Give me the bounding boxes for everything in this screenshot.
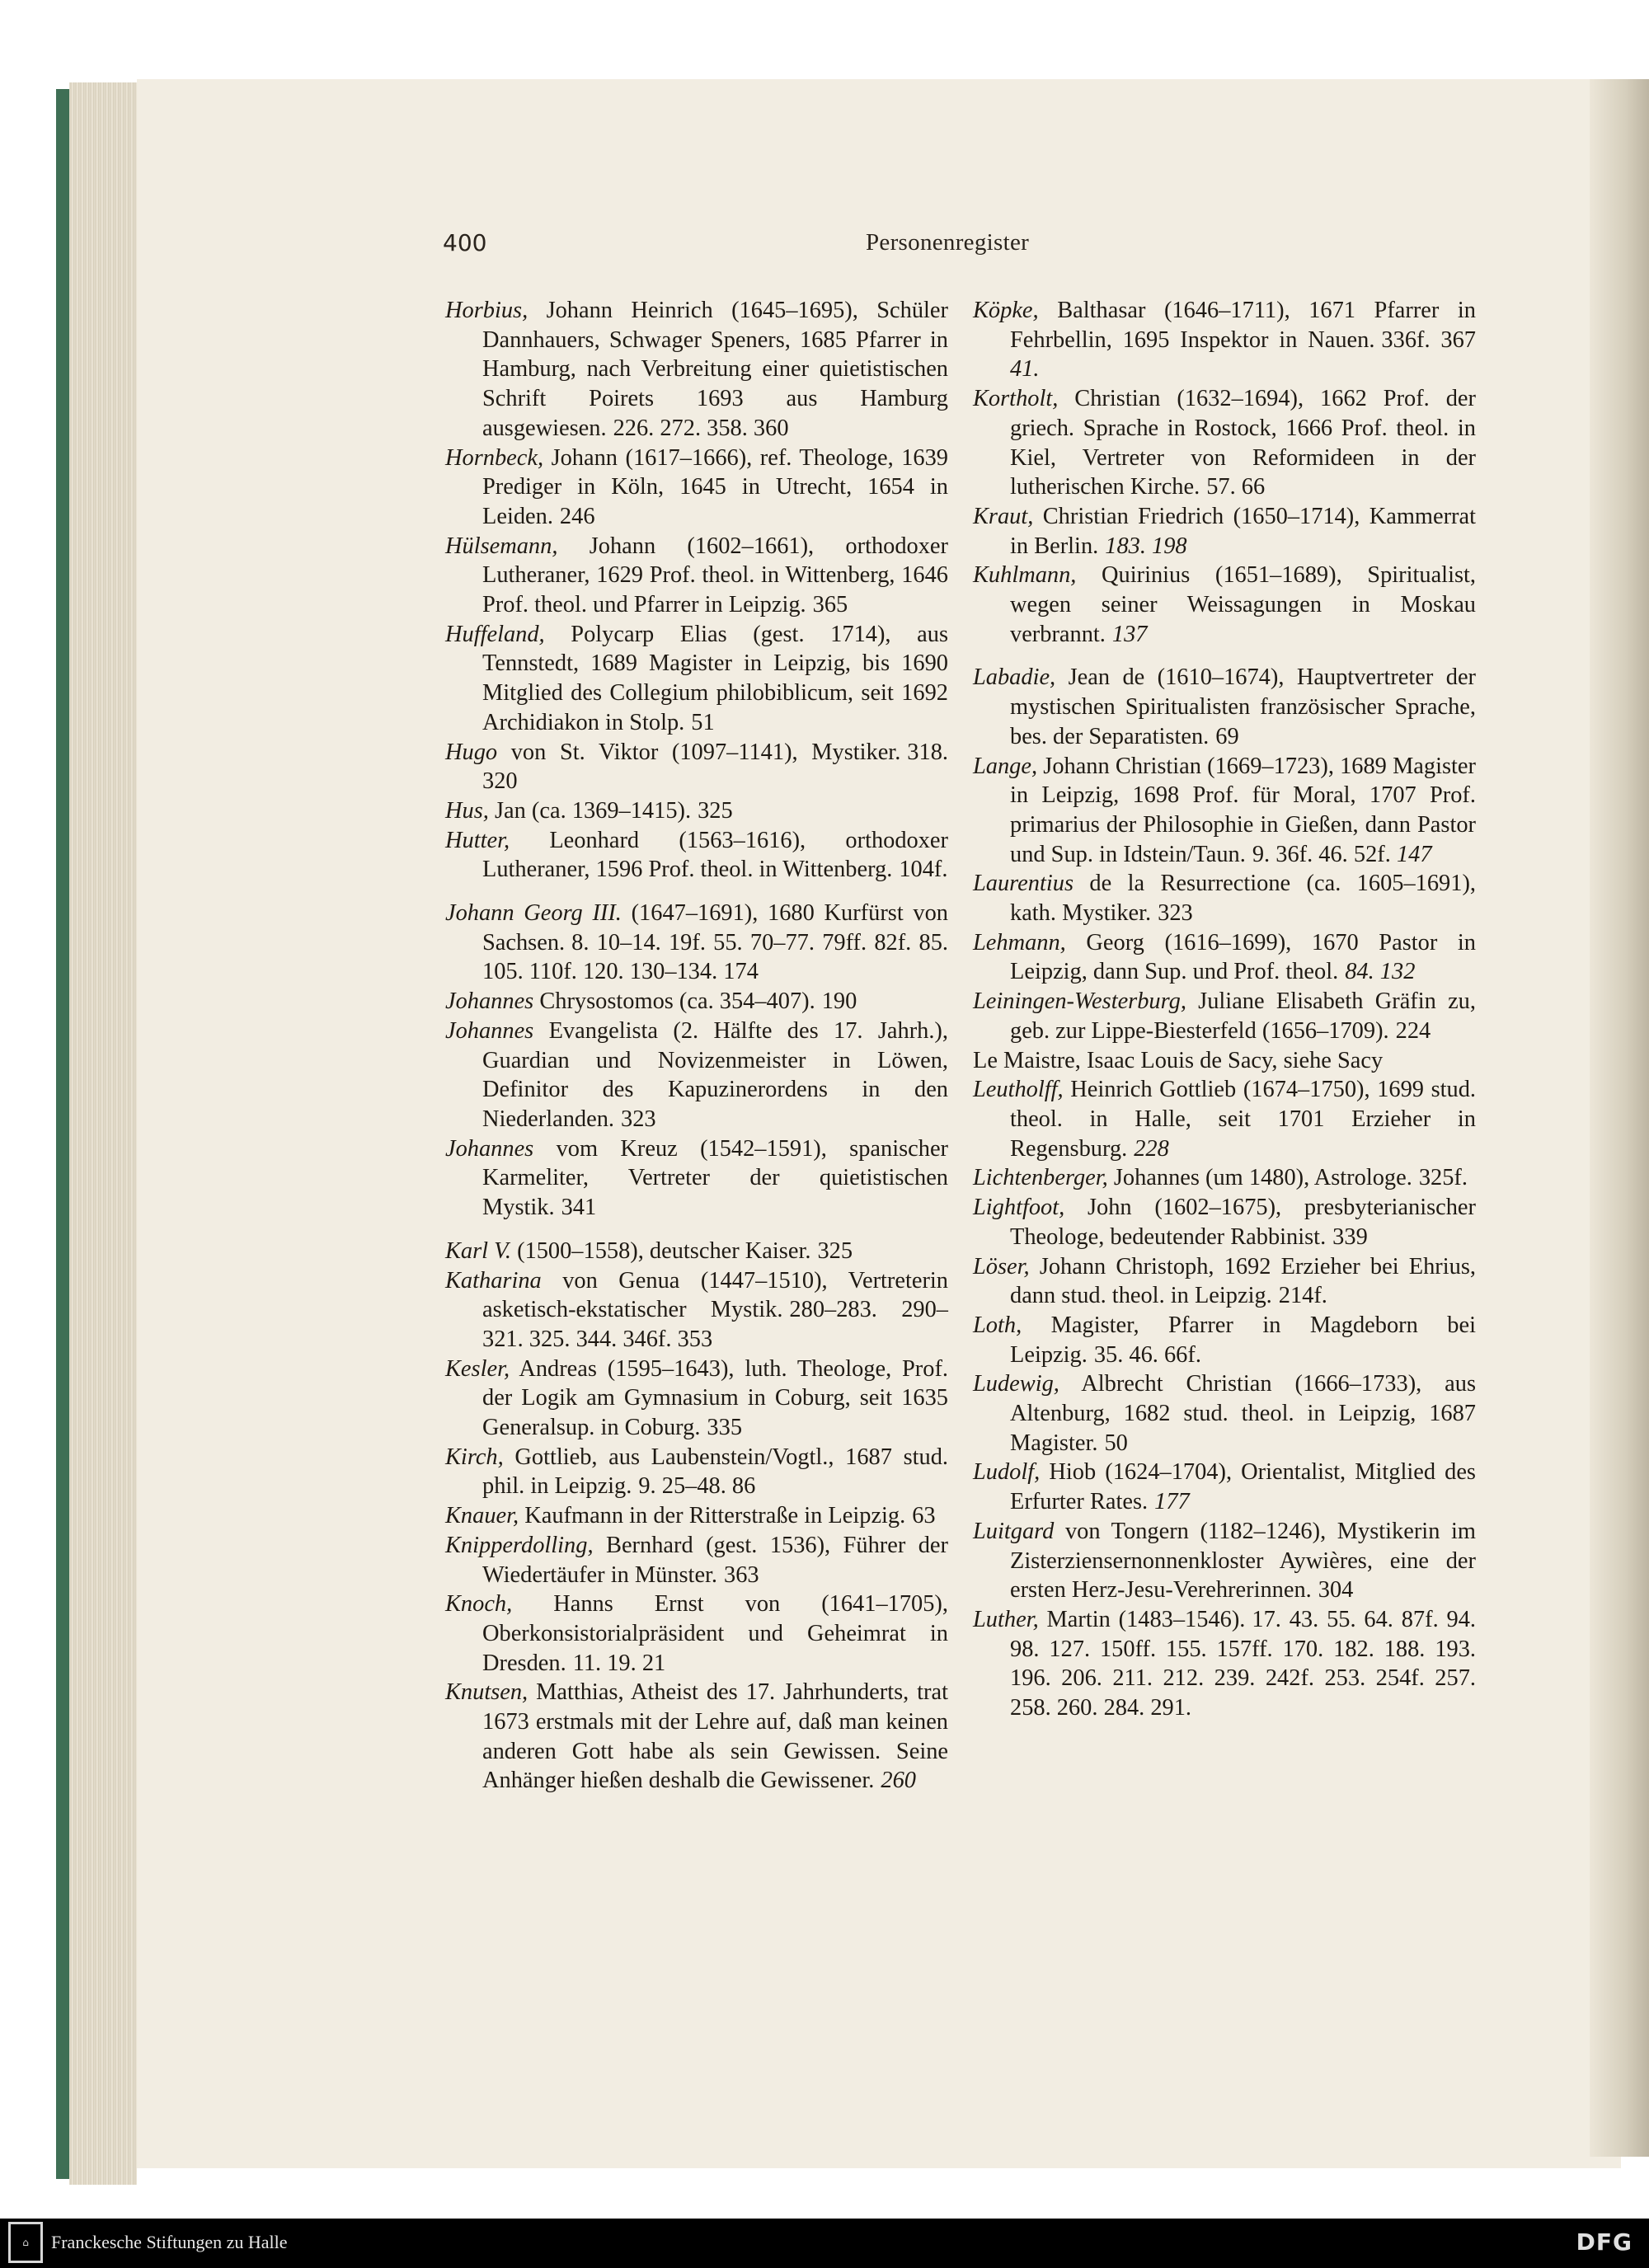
entry-description: Le Maistre, Isaac Louis de Sacy, siehe Sacy: [973, 1047, 1384, 1073]
entry-page-refs: [1094, 1342, 1201, 1368]
page-refs: 9. 36f. 46. 52f.: [1252, 841, 1391, 867]
entry-name: Kuhlmann,: [973, 562, 1077, 589]
index-entry: [973, 502, 1476, 561]
index-entry: [445, 1678, 948, 1796]
page-refs-italic: 147: [1396, 841, 1432, 867]
entry-name: Labadie,: [973, 664, 1056, 691]
institution-label: Franckesche Stiftungen zu Halle: [51, 2232, 288, 2252]
entry-name: Johann Georg III.: [445, 900, 622, 927]
entry-name: Hugo: [445, 739, 498, 765]
page-refs: 226. 272. 358. 360: [613, 415, 789, 441]
page-refs: 8. 10–14. 19f. 55. 70–77. 79ff. 82f. 85. 105. 110f. 120. 130–134. 174: [482, 929, 948, 985]
index-entry: [445, 796, 948, 826]
index-entry: [973, 1046, 1476, 1076]
index-entry: [445, 899, 948, 987]
entry-description: Johann (1617–1666), ref. Theologe, 1639 Prediger in Köln, 1645 in Utrecht, 1654 in Leiden.: [482, 444, 948, 529]
page-refs: 11. 19. 21: [572, 1650, 666, 1676]
entry-page-refs: [1206, 474, 1265, 500]
index-column-left: [445, 296, 948, 1796]
page-refs: 363: [724, 1561, 759, 1588]
entry-name: Luther,: [973, 1606, 1039, 1632]
entry-page-refs: [1105, 533, 1186, 559]
index-entry: [445, 444, 948, 532]
entry-name: Katharina: [445, 1267, 542, 1294]
page-refs: 224: [1395, 1017, 1431, 1044]
index-entry: [973, 1605, 1476, 1723]
entry-name: Lichtenberger,: [973, 1165, 1108, 1191]
index-entry: [973, 752, 1476, 870]
entry-name: Knoch,: [445, 1591, 513, 1618]
page-header: [0, 229, 1649, 270]
page-refs: 323: [1158, 900, 1193, 927]
index-entry: [445, 1501, 948, 1531]
index-entry: [973, 1311, 1476, 1369]
entry-description: (1647–1691), 1680 Kurfürst von Sachsen.: [482, 900, 948, 956]
entry-description: John (1602–1675), presbyterianischer Theologe, bedeutender Rabbinist.: [1010, 1195, 1476, 1250]
entry-page-refs: [1332, 1224, 1368, 1250]
entry-page-refs: [881, 1768, 916, 1793]
entry-name: Hornbeck,: [445, 444, 544, 471]
entry-description: Johann Christian (1669–1723), 1689 Magister in Leipzig, 1698 Prof. für Moral, 1707 Prof. primarius der Philosophie in Gießen, dann Pastor und Sup. in Idstein/Taun.: [1010, 753, 1476, 867]
entry-name: Knutsen,: [445, 1679, 529, 1706]
entry-description: Gottlieb, aus Laubenstein/Vogtl., 1687 stud. phil. in Leipzig.: [482, 1444, 948, 1500]
entry-name: Johannes: [445, 1017, 534, 1044]
entry-description: Christian (1632–1694), 1662 Prof. der griech. Sprache in Rostock, 1666 Prof. theol. in Kiel, Vertreter von Reformideen in der lutherischen Kirche.: [1010, 386, 1476, 500]
index-entry: [445, 987, 948, 1017]
entry-description: Albrecht Christian (1666–1733), aus Altenburg, 1682 stud. theol. in Leipzig, 1687 Magister.: [1010, 1371, 1476, 1456]
page-refs: 304: [1318, 1577, 1354, 1604]
page-refs: 341: [561, 1195, 597, 1221]
entry-description: Leonhard (1563–1616), orthodoxer Lutheraner, 1596 Prof. theol. in Wittenberg.: [482, 827, 948, 883]
index-entry: [973, 1163, 1476, 1193]
page-refs: 190: [821, 988, 857, 1015]
index-entry: [973, 987, 1476, 1045]
page-refs-italic: 183. 198: [1105, 533, 1187, 559]
entry-description: Magister, Pfarrer in Magdeborn bei Leipzig.: [1010, 1312, 1476, 1368]
index-entry: [973, 1075, 1476, 1163]
entry-description: Chrysostomos (ca. 354–407).: [539, 988, 815, 1015]
entry-name: Kraut,: [973, 503, 1034, 529]
page-refs: 325: [698, 797, 733, 824]
institution-logo-icon: ⌂: [8, 2222, 43, 2263]
entry-description: Hiob (1624–1704), Orientalist, Mitglied des Erfurter Rates.: [1010, 1459, 1476, 1515]
running-head: Personenregister: [866, 229, 1030, 256]
index-entry: [445, 1266, 948, 1355]
index-entry: [445, 296, 948, 444]
entry-page-refs: [613, 416, 789, 441]
entry-name: Knauer,: [445, 1503, 519, 1529]
index-entry: [973, 1193, 1476, 1251]
entry-page-refs: [1158, 900, 1193, 926]
page-refs: 69: [1215, 723, 1239, 749]
entry-name: Ludewig,: [973, 1371, 1059, 1397]
entry-name: Knipperdolling,: [445, 1532, 594, 1558]
page-refs-italic: 137: [1111, 621, 1148, 647]
entry-description: vom Kreuz (1542–1591), spanischer Karmeliter, Vertreter der quietistischen Mystik.: [482, 1135, 948, 1221]
entry-page-refs: [1345, 959, 1415, 984]
entry-description: von St. Viktor (1097–1141), Mystiker.: [510, 739, 901, 765]
page-refs: 214f.: [1278, 1283, 1327, 1309]
entry-page-refs: [899, 857, 947, 882]
index-entry: [973, 561, 1476, 649]
entry-description: Polycarp Elias (gest. 1714), aus Tennstedt, 1689 Magister in Leipzig, bis 1690 Mitglied des Collegium philobiblicum, seit 1692 Archidiakon in Stolp.: [482, 621, 948, 735]
page-refs: 336f. 367: [1381, 326, 1476, 353]
index-entry: [445, 1443, 948, 1501]
entry-description: Jean de (1610–1674), Hauptvertreter der mystischen Spiritualisten französischer Sprache, bes. der Separatisten.: [1010, 664, 1476, 749]
entry-page-refs: [698, 798, 733, 824]
index-entry: [445, 1589, 948, 1678]
page-refs-italic: 177: [1154, 1489, 1190, 1515]
page-refs: 325f.: [1418, 1165, 1468, 1191]
index-entry: [445, 620, 948, 738]
entry-description: Quirinius (1651–1689), Spiritualist, wegen seiner Weissagungen in Moskau verbrannt.: [1010, 562, 1476, 647]
index-entry: [973, 1252, 1476, 1311]
entry-description: Jan (ca. 1369–1415).: [494, 797, 692, 824]
page-refs-italic: 84. 132: [1345, 959, 1416, 985]
entry-description: Johannes (um 1480), Astrologe.: [1113, 1165, 1412, 1191]
entry-name: Johannes: [445, 988, 534, 1015]
page-refs: 50: [1104, 1430, 1128, 1456]
entry-page-refs: [1318, 1577, 1354, 1603]
entry-name: Johannes: [445, 1135, 534, 1162]
entry-page-refs: [1396, 1018, 1431, 1044]
index-entry: [973, 1458, 1476, 1516]
entry-name: Leutholff,: [973, 1077, 1064, 1103]
entry-name: Hülsemann,: [445, 533, 558, 559]
entry-page-refs: [1154, 1489, 1190, 1514]
index-entry: [973, 384, 1476, 502]
page-refs: 51: [691, 709, 715, 735]
entry-description: Hanns Ernst von (1641–1705), Oberkonsistorialpräsident und Geheimrat in Dresden.: [482, 1591, 948, 1676]
entry-description: Heinrich Gottlieb (1674–1750), 1699 stud. theol. in Halle, seit 1701 Erzieher in Regensburg.: [1010, 1077, 1476, 1162]
entry-page-refs: [1134, 1136, 1169, 1162]
entry-description: Johann Christoph, 1692 Erzieher bei Ehrius, dann stud. theol. in Leipzig.: [1010, 1253, 1476, 1309]
entry-page-refs: [724, 1562, 759, 1588]
entry-name: Löser,: [973, 1253, 1030, 1280]
page-refs: 318. 320: [482, 739, 948, 795]
entry-page-refs: [1279, 1283, 1327, 1308]
entry-page-refs: [1104, 1430, 1127, 1456]
page-refs: 325: [817, 1237, 853, 1264]
entry-page-refs: [1252, 842, 1432, 867]
page-refs: 365: [812, 592, 848, 618]
entry-name: Horbius,: [445, 298, 529, 323]
entry-description: von Tongern (1182–1246), Mystikerin im Zisterziensernonnenkloster Aywières, eine der ersten Herz-Jesu-Verehrerinnen.: [1010, 1518, 1476, 1604]
page-refs-italic: 260: [881, 1768, 916, 1794]
viewer-footer: [0, 2219, 1649, 2268]
entry-page-refs: [573, 1651, 666, 1676]
page-refs: 280–283. 290–321. 325. 344. 346f. 353: [482, 1297, 948, 1352]
entry-name: Hutter,: [445, 827, 510, 853]
entry-description: Georg (1616–1699), 1670 Pastor in Leipzig, dann Sup. und Prof. theol.: [1010, 929, 1476, 985]
index-entry: [973, 869, 1476, 927]
page-stack-edges: [69, 82, 137, 2185]
page-refs: 57. 66: [1206, 474, 1266, 500]
entry-name: Lange,: [973, 753, 1038, 779]
entry-description: Bernhard (gest. 1536), Führer der Wiedertäufer in Münster.: [482, 1532, 948, 1588]
index-entry: [445, 1531, 948, 1589]
entry-page-refs: [1215, 724, 1238, 749]
index-entry: [973, 1369, 1476, 1458]
index-column-right: [973, 296, 1476, 1723]
entry-description: Balthasar (1646–1711), 1671 Pfarrer in Fehrbellin, 1695 Inspektor in Nauen.: [1010, 298, 1476, 353]
entry-name: Lightfoot,: [973, 1195, 1065, 1221]
facing-page-gutter: [1590, 79, 1649, 2157]
index-entry: [973, 1517, 1476, 1605]
entry-description: Matthias, Atheist des 17. Jahrhunderts, trat 1673 erstmals mit der Lehre auf, daß man keinen anderen Gott habe als sein Gewissen. Seine Anhänger hießen deshalb die Gewissener.: [482, 1679, 948, 1794]
entry-page-refs: [817, 1238, 853, 1264]
entry-page-refs: [1112, 622, 1148, 647]
index-entry: [445, 738, 948, 796]
entry-description: Juliane Elisabeth Gräfin zu, geb. zur Lippe-Biesterfeld (1656–1709).: [1010, 988, 1476, 1044]
entry-page-refs: [561, 1195, 597, 1220]
page-refs: 104f.: [899, 857, 948, 883]
entry-description: (1500–1558), deutscher Kaiser.: [517, 1237, 811, 1264]
index-entry: [973, 296, 1476, 384]
page-refs: 339: [1332, 1223, 1368, 1250]
page-refs: 63: [912, 1503, 936, 1529]
index-entry: [445, 1237, 948, 1266]
entry-name: Leiningen-Westerburg,: [973, 988, 1186, 1015]
entry-page-refs: [813, 592, 848, 617]
entry-description: Christian Friedrich (1650–1714), Kammerrat in Berlin.: [1010, 503, 1476, 559]
index-entry: [973, 663, 1476, 751]
entry-description: Johann Heinrich (1645–1695), Schüler Dannhauers, Schwager Speners, 1685 Pfarrer in Hamburg, nach Verbreitung einer quietistischen Schrift Poirets 1693 aus Hamburg ausgewiesen.: [482, 298, 948, 441]
entry-description: Andreas (1595–1643), luth. Theologe, Prof. der Logik am Gymnasium in Coburg, seit 1635 Generalsup. in Coburg.: [482, 1355, 948, 1441]
index-entry: [445, 532, 948, 620]
page-refs-italic: 228: [1134, 1135, 1169, 1162]
entry-page-refs: [621, 1106, 656, 1132]
entry-name: Lehmann,: [973, 929, 1066, 956]
entry-page-refs: [1419, 1165, 1468, 1190]
entry-name: Hus,: [445, 797, 489, 824]
entry-description: Johann (1602–1661), orthodoxer Lutheraner, 1629 Prof. theol. in Wittenberg, 1646 Prof. theol. und Pfarrer in Leipzig.: [482, 533, 948, 618]
page-refs: 335: [707, 1415, 743, 1441]
index-entry: [973, 928, 1476, 987]
entry-name: Karl V.: [445, 1237, 511, 1264]
funder-logo: DFG: [1576, 2228, 1633, 2256]
entry-page-refs: [912, 1503, 935, 1528]
page-refs: 246: [559, 503, 595, 529]
entry-page-refs: [560, 504, 595, 529]
entry-name: Köpke,: [973, 298, 1039, 323]
page-number: 400: [443, 229, 487, 256]
entry-page-refs: [638, 1473, 755, 1499]
entry-description: Martin (1483–1546).: [1046, 1606, 1246, 1632]
entry-description: Kaufmann in der Ritterstraße in Leipzig.: [524, 1503, 906, 1529]
index-entry: [445, 1134, 948, 1223]
entry-name: Ludolf,: [973, 1459, 1041, 1486]
entry-name: Kortholt,: [973, 386, 1059, 412]
page-refs: 323: [621, 1106, 656, 1132]
entry-name: Kirch,: [445, 1444, 504, 1470]
entry-page-refs: [691, 710, 714, 735]
index-entry: [445, 826, 948, 885]
page-refs: 9. 25–48. 86: [638, 1473, 756, 1500]
entry-name: Loth,: [973, 1312, 1022, 1338]
entry-description: von Genua (1447–1510), Vertreterin asketisch-ekstatischer Mystik.: [482, 1267, 948, 1323]
entry-name: Laurentius: [973, 871, 1073, 897]
entry-description: Evangelista (2. Hälfte des 17. Jahrh.), Guardian und Novizenmeister in Löwen, Definitor des Kapuzinerordens in den Niederlanden.: [482, 1017, 948, 1132]
entry-description: de la Resurrectione (ca. 1605–1691), kath. Mystiker.: [1010, 871, 1476, 927]
index-entry: [445, 1355, 948, 1443]
entry-name: Kesler,: [445, 1355, 510, 1382]
page-refs: 17. 43. 55. 64. 87f. 94. 98. 127. 150ff. 155. 157ff. 170. 182. 188. 193. 196. 206. 211. 212. 239. 242f. 253. 254f. 257. 258. 260. 284. 291.: [1010, 1606, 1476, 1721]
entry-page-refs: [822, 988, 857, 1014]
page-refs-italic: 41.: [1010, 356, 1040, 383]
entry-name: Huffeland,: [445, 621, 545, 647]
entry-page-refs: [707, 1415, 742, 1440]
page-refs: 35. 46. 66f.: [1093, 1341, 1201, 1368]
index-entry: [445, 1017, 948, 1134]
entry-name: Luitgard: [973, 1518, 1055, 1544]
